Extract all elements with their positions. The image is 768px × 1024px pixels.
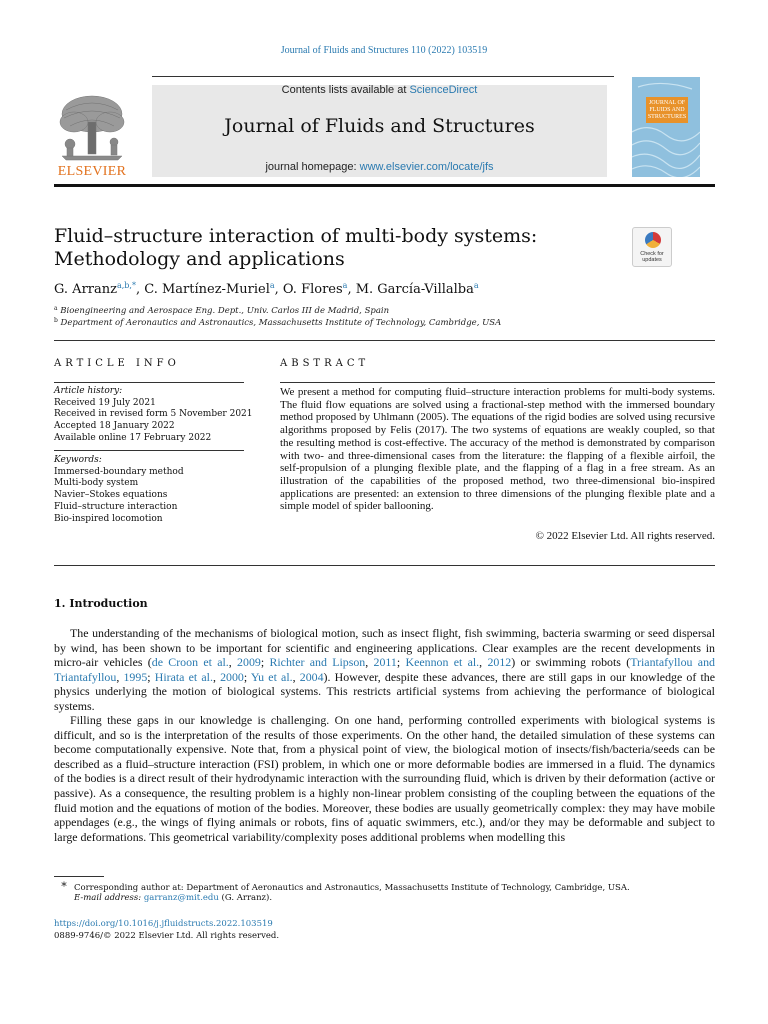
paragraph-text: The understanding of the mechanisms of biological motion, such as insect flight, fish swimming, bacteria swarming or seed dispersal by wind, has been shown to be important for scientific and engineering applications. Clear examples are the recent developments in micro-air vehicles ( — [54, 626, 715, 670]
intro-paragraph: The understanding of the mechanisms of biological motion, such as insect flight, fish swimming, bacteria swarming or seed dispersal by wind, has been shown to be important for scientific and engineering applications. Clear examples are the recent developments in micro-air vehicles (de Croon et al., 2009; Richter and Lipson, 2011; Keennon et al., 2012) or swimming robots (Triantafyllou and Triantafyllou, 1995; Hirata et al., 2000; Yu et al., 2004). However, despite these advances, there are still gaps in our knowledge of the physics underlying the motion of biological systems. This restricts artificial systems from achieving the performance of biological systems. — [54, 626, 716, 713]
keyword-item: Multi-body system — [54, 478, 139, 489]
email-label: E-mail address: — [74, 893, 142, 903]
intro-paragraph — [54, 713, 715, 844]
author-affiliation-link[interactable]: a — [269, 281, 275, 290]
history-label: Article history: — [54, 386, 123, 396]
issn-line: 0889-9746/© 2022 Elsevier Ltd. All rights reserved. — [54, 931, 280, 941]
homepage-prefix: journal homepage: — [265, 161, 357, 173]
section-divider — [54, 565, 715, 566]
history-item: Accepted 18 January 2022 — [54, 421, 175, 432]
article-info-rule — [54, 382, 244, 383]
citation-link[interactable]: 2012 — [487, 655, 512, 670]
elsevier-tree-icon — [52, 92, 132, 162]
footnote-text: Corresponding author at: Department of Aeronautics and Astronautics, Massachusetts Institute of Technology, Cambridge, USA. — [74, 883, 630, 893]
citation-link[interactable]: Richter and Lipson — [269, 655, 366, 670]
email-suffix: (G. Arranz). — [221, 893, 273, 903]
header-thick-rule — [54, 184, 715, 187]
contents-line — [152, 85, 607, 96]
keywords-label: Keywords: — [54, 455, 102, 465]
header-top-rule — [152, 76, 614, 77]
check-updates-label: Check for updates — [640, 251, 664, 263]
doi-link[interactable]: https://doi.org/10.1016/j.jfluidstructs.2022.103519 — [54, 919, 273, 929]
cover-pattern-icon — [632, 77, 700, 177]
citation-link[interactable]: 2009 — [237, 655, 261, 670]
citation-link[interactable]: Yu et al. — [250, 669, 293, 684]
citation-link[interactable]: Keennon et al. — [405, 655, 480, 670]
keyword-item: Bio-inspired locomotion — [54, 513, 163, 524]
paragraph-text: Filling these gaps in our knowledge is challenging. On one hand, performing controlled experiments with biological systems is difficult, and so is the interpretation of the results of those experiments. On the other hand, the detailed simulation of these systems can become computationally expensive. Note that, from a physical point of view, the biological motion of insects/fish/bacteria/seeds can be described as a fluid–structure interaction (FSI) problem, in which one or more deformable bodies are immersed in a fluid. The dynamics of the bodies is a direct result of their hydrodynamic interaction with the surrounding fluid, which is driven by their deformation (active or passive). As a consequence, the resulting problem is a highly non-linear problem consisting of the coupling between the equations of the fluid motion and the equations of motion of the bodies. Moreover, these bodies are usually geometrically complex: they may have mobile appendages (e.g., the wings of flying animals or robots, fins of aquatic swimmers, etc.), and/or they may be deformable and subject to large deformations. This geometrical variability/complexity poses additional problems when modelling this — [54, 713, 715, 844]
paper-title-line: Fluid–structure interaction of multi-body systems: — [54, 225, 538, 247]
author-affiliation-link[interactable]: a — [473, 281, 479, 290]
abstract-copyright: © 2022 Elsevier Ltd. All rights reserved. — [535, 530, 715, 542]
keyword-item: Navier–Stokes equations — [54, 490, 168, 501]
paragraph-text: ) or swimming robots ( — [511, 655, 631, 670]
author-name: M. García-Villalba — [355, 282, 474, 297]
paragraph-text: ). However, despite these advances, there are still gaps in our knowledge of the physics underlying the motion of biological systems. This restricts artificial systems from achieving the performance of biological systems. — [54, 669, 716, 713]
journal-reference[interactable]: Journal of Fluids and Structures 110 (2022) 103519 — [280, 45, 488, 56]
author-name: C. Martínez-Muriel — [144, 282, 270, 297]
contents-prefix: Contents lists available at — [281, 84, 407, 96]
author-name: O. Flores — [282, 282, 343, 297]
homepage-link[interactable]: www.elsevier.com/locate/jfs — [359, 161, 494, 173]
history-item: Received in revised form 5 November 2021 — [54, 409, 253, 420]
journal-header-box — [152, 85, 607, 177]
elsevier-logo — [52, 92, 132, 178]
cover-label: JOURNAL OF FLUIDS AND STRUCTURES — [646, 97, 688, 123]
author-affiliation-link[interactable]: a — [342, 281, 348, 290]
paper-title-line: Methodology and applications — [54, 248, 345, 270]
paper-title — [54, 225, 614, 271]
article-info-label: ARTICLE INFO — [54, 358, 180, 369]
abstract-text: We present a method for computing fluid–structure interaction problems for multi-body systems. The fluid flow equations are solved using a fractional-step method with the immersed boundary method proposed by Uhlmann (2005). The equations of the rigid bodies are solved using recursive algorithms proposed by Felis (2017). The two systems of equations are weakly coupled, so that the resulting method is cost-effective. The accuracy of the method is demonstrated by comparison with two- and three-dimensional cases from the literature: the flapping of a flexible airfoil, the self-propulsion of a plunging flexible plate, and the flapping of a flag in a free stream. As an illustration of the capabilities of the proposed method, two three-dimensional bio-inspired applications are presented: an extension to three dimensions of the plunging flexible plate and a simple model of spider ballooning. — [280, 386, 715, 513]
footnote-rule — [54, 876, 104, 877]
check-for-updates-button[interactable] — [632, 227, 672, 267]
affiliation — [54, 317, 501, 328]
author-name: G. Arranz — [54, 282, 117, 297]
homepage-line — [152, 161, 607, 173]
intro-heading: 1. Introduction — [54, 597, 148, 610]
citation-link[interactable]: Triantafyllou and Triantafyllou — [54, 655, 715, 684]
email-link[interactable]: garranz@mit.edu — [143, 893, 219, 903]
elsevier-wordmark: ELSEVIER — [57, 164, 127, 179]
footnote-marker: * — [61, 880, 67, 893]
history-item: Available online 17 February 2022 — [54, 432, 212, 443]
abstract-rule — [280, 382, 715, 383]
check-updates-icon — [645, 232, 661, 248]
keyword-item: Immersed-boundary method — [54, 466, 184, 477]
author-affiliation-link[interactable]: a,b,* — [116, 281, 136, 290]
affiliation-text: Bioengineering and Aerospace Eng. Dept., Univ. Carlos III de Madrid, Spain — [60, 306, 390, 316]
citation-link[interactable]: Hirata et al. — [154, 669, 213, 684]
corresponding-author-note — [54, 880, 630, 893]
journal-title: Journal of Fluids and Structures — [224, 115, 535, 137]
citation-link[interactable]: de Croon et al. — [151, 655, 229, 670]
citation-link[interactable]: 2011 — [373, 655, 397, 670]
citation-link[interactable]: 2004 — [299, 669, 324, 684]
keywords — [54, 455, 254, 525]
section-divider — [54, 340, 715, 341]
affiliation-marker: a — [54, 305, 58, 312]
keywords-rule — [54, 450, 244, 451]
affiliation-marker: b — [54, 317, 58, 324]
history-item: Received 19 July 2021 — [54, 397, 156, 408]
email-note — [54, 893, 272, 903]
citation-link[interactable]: 1995 — [123, 669, 148, 684]
article-history — [54, 386, 254, 445]
affiliation-text: Department of Aeronautics and Astronautics, Massachusetts Institute of Technology, Cambridge, USA — [60, 318, 502, 328]
keyword-item: Fluid–structure interaction — [54, 501, 178, 512]
affiliation — [54, 305, 389, 316]
journal-cover — [632, 77, 700, 177]
sciencedirect-link[interactable]: ScienceDirect — [409, 84, 478, 96]
author-list: G. Arranz$^{a,b,*}$, C. Martínez-Muriel$^a$, O. Flores$^a$, M. García-Villalba$^a$ — [54, 281, 479, 297]
citation-link[interactable]: 2000 — [220, 669, 244, 684]
abstract-label: ABSTRACT — [280, 358, 370, 369]
